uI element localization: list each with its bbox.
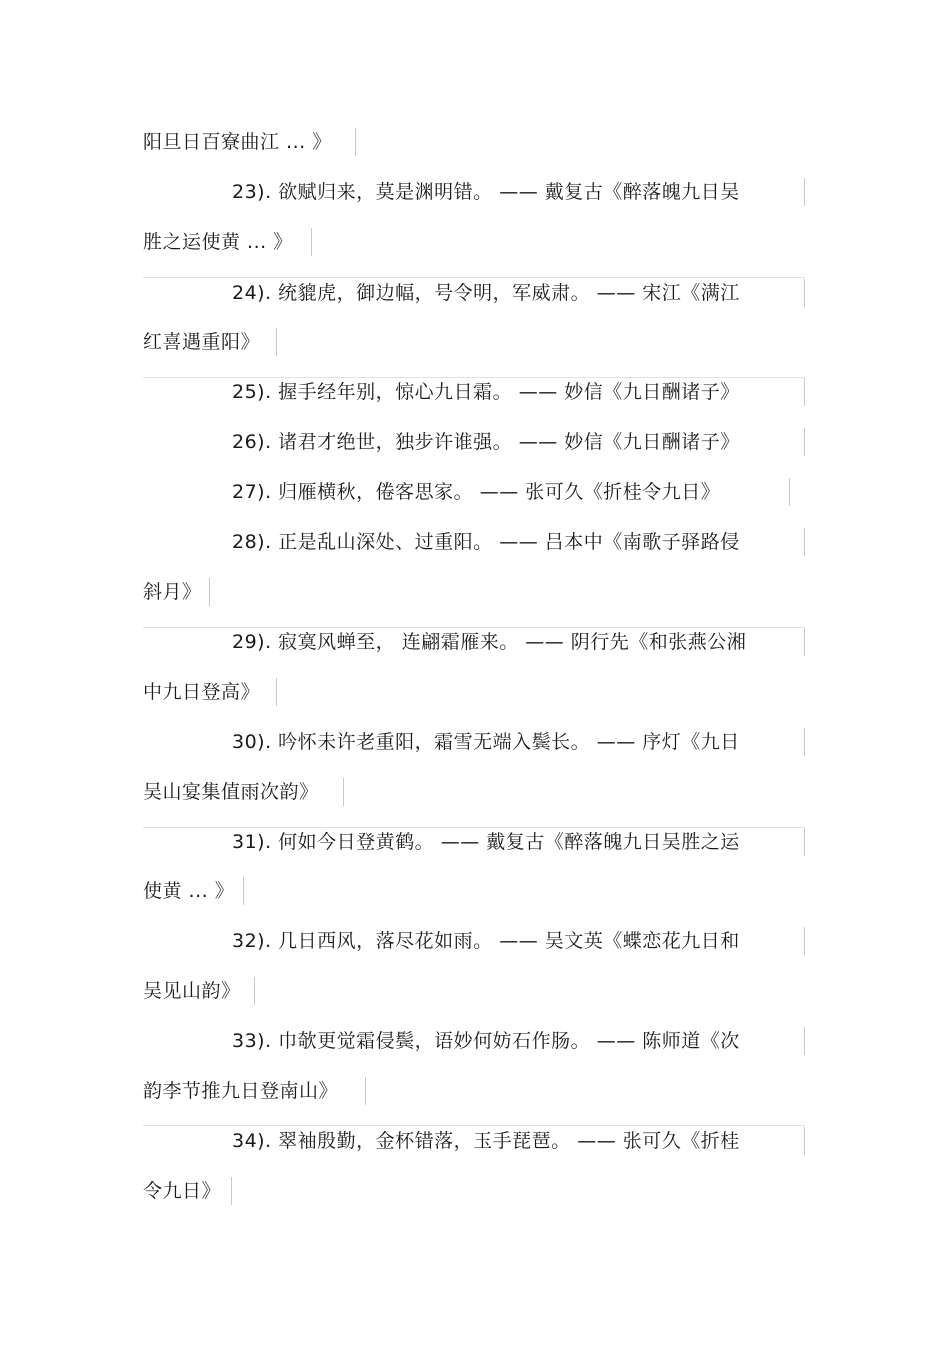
text-line: 27). 归雁横秋，倦客思家。 —— 张可久《折桂令九日》 [232, 481, 721, 503]
line-end-marker [276, 678, 277, 706]
line-end-marker [804, 1027, 805, 1055]
text-line: 24). 统貔虎，御边幅，号令明，军威肃。 —— 宋江《满江 [232, 282, 740, 304]
line-end-marker [804, 927, 805, 955]
text-line: 28). 正是乱山深处、过重阳。 —— 吕本中《南歌子驿路侵 [232, 531, 740, 553]
text-line: 吴见山韵》 [143, 980, 241, 1002]
text-line: 31). 何如今日登黄鹤。 —— 戴复古《醉落魄九日吴胜之运 [232, 831, 740, 853]
line-end-marker [804, 378, 805, 406]
line-end-marker [804, 828, 805, 856]
line-end-marker [804, 1127, 805, 1155]
line-end-marker [343, 778, 344, 806]
line-end-marker [789, 478, 790, 506]
text-line: 34). 翠袖殷勤，金杯错落，玉手琵琶。 —— 张可久《折桂 [232, 1130, 740, 1152]
text-line: 韵李节推九日登南山》 [143, 1080, 339, 1102]
text-line: 26). 诸君才绝世，独步许谁强。 —— 妙信《九日酬诸子》 [232, 431, 740, 453]
text-line: 斜月》 [143, 581, 202, 603]
line-end-marker [355, 128, 356, 156]
line-end-marker [209, 578, 210, 606]
line-end-marker [365, 1077, 366, 1105]
text-line: 25). 握手经年别，惊心九日霜。 —— 妙信《九日酬诸子》 [232, 381, 740, 403]
text-line: 胜之运使黄 ... 》 [143, 231, 293, 253]
line-end-marker [804, 728, 805, 756]
line-end-marker [311, 228, 312, 256]
line-end-marker [804, 178, 805, 206]
text-line: 阳旦日百寮曲江 ... 》 [143, 131, 332, 153]
text-line: 使黄 ... 》 [143, 880, 235, 902]
line-end-marker [231, 1177, 232, 1205]
line-end-marker [276, 328, 277, 356]
line-end-marker [804, 428, 805, 456]
line-end-marker [254, 977, 255, 1005]
text-line: 吴山宴集值雨次韵》 [143, 781, 319, 803]
text-line: 29). 寂寞风蝉至， 连翩霜雁来。 —— 阴行先《和张燕公湘 [232, 631, 747, 653]
line-end-marker [804, 628, 805, 656]
text-line: 令九日》 [143, 1180, 222, 1202]
text-line: 红喜遇重阳》 [143, 331, 261, 353]
text-line: 30). 吟怀未许老重阳，霜雪无端入鬓长。 —— 序灯《九日 [232, 731, 740, 753]
text-line: 32). 几日西风，落尽花如雨。 —— 吴文英《蝶恋花九日和 [232, 930, 740, 952]
text-line: 33). 巾欹更觉霜侵鬓，语妙何妨石作肠。 —— 陈师道《次 [232, 1030, 740, 1052]
line-end-marker [804, 528, 805, 556]
line-end-marker [804, 279, 805, 307]
text-line: 中九日登高》 [143, 681, 261, 703]
text-line: 23). 欲赋归来，莫是渊明错。 —— 戴复古《醉落魄九日吴 [232, 181, 740, 203]
line-end-marker [243, 877, 244, 905]
